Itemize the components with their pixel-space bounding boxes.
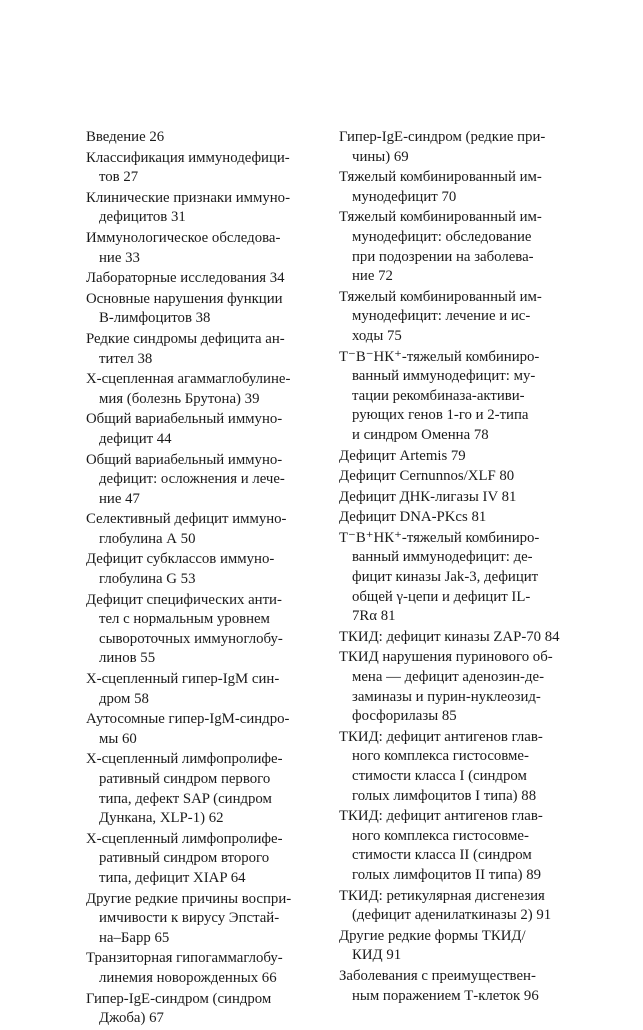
index-entry <box>86 410 333 449</box>
index-entry <box>339 927 571 966</box>
index-entry-line: Клинические признаки иммуно- <box>86 189 290 206</box>
index-entry-line: Общий вариабельный иммуно- <box>86 451 283 468</box>
index-entry-continuation: глобулина G 53 <box>99 571 196 588</box>
index-entry <box>86 290 333 329</box>
index-entry <box>86 750 333 828</box>
index-entry <box>339 348 571 446</box>
index-entry-continuation: стимости класса II (синдром <box>352 847 532 864</box>
index-entry-line: Классификация иммунодефици- <box>86 149 290 166</box>
index-entry-line: Лабораторные исследования 34 <box>86 270 285 287</box>
index-entry-line: Тяжелый комбинированный им- <box>339 288 542 305</box>
index-entry-continuation: мунодефицит: лечение и ис- <box>352 308 531 325</box>
index-entry-continuation: ние 47 <box>99 490 140 507</box>
index-entry-continuation: ние 72 <box>352 268 393 285</box>
index-entry-continuation: тации рекомбиназа-активи- <box>352 387 525 404</box>
index-entry <box>339 807 571 885</box>
index-entry-continuation: мия (болезнь Брутона) 39 <box>99 390 260 407</box>
index-entry-line: Другие редкие формы ТКИД/ <box>339 927 526 944</box>
index-entry-continuation: фосфорилазы 85 <box>352 708 457 725</box>
index-entry-continuation: ходы 75 <box>352 327 402 344</box>
index-entry-line: Х-сцепленная агаммаглобулине- <box>86 371 291 388</box>
index-entry-continuation: мунодефицит: обследование <box>352 228 532 245</box>
index-entry-continuation: типа, дефицит XIAP 64 <box>99 869 246 886</box>
index-entry-continuation: линемия новорожденных 66 <box>99 969 277 986</box>
index-entry <box>86 149 333 188</box>
index-entry-continuation: ным поражением Т-клеток 96 <box>352 987 539 1004</box>
index-entry-continuation: ративный синдром первого <box>99 771 271 787</box>
index-entry <box>86 890 333 949</box>
index-entry-continuation: ного комплекса гистосовме- <box>352 748 529 765</box>
index-entry <box>339 288 571 347</box>
index-entry-continuation: мунодефицит 70 <box>352 188 457 205</box>
index-entry-continuation: ние 33 <box>99 249 140 266</box>
index-right-column <box>339 128 571 1007</box>
index-entry <box>86 330 333 369</box>
index-entry <box>339 529 571 627</box>
index-entry-line: Основные нарушения функции <box>86 290 283 307</box>
index-entry-line: Заболевания с преимуществен- <box>339 967 536 984</box>
index-entry-continuation: на–Барр 65 <box>99 929 170 946</box>
index-entry-continuation: голых лимфоцитов I типа) 88 <box>352 787 537 804</box>
index-entry-line: ТКИД: дефицит антигенов глав- <box>339 728 543 745</box>
index-entry-line: Тяжелый комбинированный им- <box>339 169 542 186</box>
index-entry-line: ТКИД: ретикулярная дисгенезия <box>339 887 545 904</box>
index-entry-continuation: общей γ-цепи и дефицит IL- <box>352 588 531 605</box>
index-entry <box>86 990 333 1029</box>
index-entry-line: T⁻B⁻НК⁺-тяжелый комбиниро- <box>339 348 540 365</box>
index-entry <box>86 370 333 409</box>
index-entry-continuation: ного комплекса гистосовме- <box>352 827 529 844</box>
index-entry <box>339 508 571 528</box>
index-entry-continuation: дефицитов 31 <box>99 209 186 226</box>
index-entry-continuation: и синдром Оменна 78 <box>352 426 489 443</box>
index-entry-line: Дефицит Artemis 79 <box>339 447 466 464</box>
index-entry-line: Дефицит Cernunnos/XLF 80 <box>339 468 515 485</box>
index-entry-continuation: типа, дефект SAP (синдром <box>99 790 272 807</box>
index-entry-line: Редкие синдромы дефицита ан- <box>86 330 285 347</box>
index-entry <box>339 967 571 1006</box>
index-entry-continuation: дром 58 <box>99 690 149 707</box>
index-entry-line: Дефицит DNA-PKcs 81 <box>339 509 487 526</box>
index-entry-line: Тяжелый комбинированный им- <box>339 209 542 226</box>
index-entry-line: Х-сцепленный гипер-IgM син- <box>86 671 280 688</box>
index-entry-continuation: 7Rα 81 <box>352 608 396 625</box>
index-entry-continuation: мы 60 <box>99 730 137 747</box>
index-entry-continuation: Дункана, XLP-1) 62 <box>99 810 224 827</box>
index-entry-line: Введение 26 <box>86 129 165 145</box>
index-entry-continuation: линов 55 <box>99 650 156 667</box>
index-entry-continuation: тов 27 <box>99 169 139 186</box>
index-entry-line: Гипер-IgE-синдром (синдром <box>86 990 272 1007</box>
index-entry-continuation: фицит киназы Jak-3, дефицит <box>352 569 539 586</box>
index-entry-continuation: чины) 69 <box>352 148 409 165</box>
index-entry <box>339 208 571 286</box>
index-entry-continuation: Джоба) 67 <box>99 1010 164 1027</box>
index-entry-continuation: заминазы и пурин-нуклеозид- <box>352 688 541 705</box>
index-left-column <box>86 128 333 1030</box>
index-entry <box>339 648 571 726</box>
index-entry-continuation: тел с нормальным уровнем <box>99 611 270 628</box>
index-entry-continuation: В-лимфоцитов 38 <box>99 310 211 327</box>
index-entry <box>86 229 333 268</box>
index-entry <box>339 128 571 167</box>
index-entry-continuation: ративный синдром второго <box>99 850 270 867</box>
index-entry-continuation: мена — дефицит аденозин-де- <box>352 669 545 686</box>
index-entry-line: Общий вариабельный иммуно- <box>86 411 283 428</box>
index-entry <box>339 628 571 648</box>
index-entry-continuation: ванный иммунодефицит: му- <box>352 368 536 385</box>
index-entry-line: Х-сцепленный лимфопролифе- <box>86 830 283 847</box>
index-entry <box>86 269 333 289</box>
index-entry <box>86 550 333 589</box>
index-entry-line: Дефицит субклассов иммуно- <box>86 551 275 568</box>
index-entry-continuation: КИД 91 <box>352 947 402 964</box>
index-entry <box>339 467 571 487</box>
index-entry-line: Транзиторная гипогаммаглобу- <box>86 950 283 967</box>
index-entry <box>339 447 571 467</box>
index-entry <box>339 887 571 926</box>
index-entry-continuation: при подозрении на заболева- <box>352 248 534 265</box>
index-entry <box>86 710 333 749</box>
index-entry <box>86 830 333 889</box>
index-entry-continuation: имчивости к вирусу Эпстай- <box>99 910 280 927</box>
index-entry-continuation: дефицит 44 <box>99 430 172 447</box>
index-entry <box>86 510 333 549</box>
index-entry-continuation: ванный иммунодефицит: де- <box>352 549 533 566</box>
index-entry-line: Х-сцепленный лимфопролифе- <box>86 751 283 768</box>
index-entry-continuation: тител 38 <box>99 350 153 367</box>
index-entry <box>86 128 333 148</box>
index-entry-line: T⁻B⁺НК⁺-тяжелый комбиниро- <box>339 529 540 546</box>
index-entry <box>339 488 571 508</box>
index-entry-line: Дефицит ДНК-лигазы IV 81 <box>339 488 517 505</box>
index-entry-line: ТКИД: дефицит киназы ZAP-70 84 <box>339 628 560 645</box>
index-entry-line: Гипер-IgE-синдром (редкие при- <box>339 129 546 145</box>
index-entry <box>339 728 571 806</box>
index-entry-line: Селективный дефицит иммуно- <box>86 511 287 528</box>
index-entry <box>86 591 333 669</box>
index-entry-continuation: дефицит: осложнения и лече- <box>99 471 285 488</box>
index-entry-line: Иммунологическое обследова- <box>86 229 281 246</box>
index-entry-continuation: рующих генов 1-го и 2-типа <box>352 407 529 424</box>
index-entry-line: ТКИД нарушения пуринового об- <box>339 649 553 666</box>
index-entry <box>86 949 333 988</box>
index-entry <box>86 451 333 510</box>
index-entry-line: ТКИД: дефицит антигенов глав- <box>339 808 543 825</box>
index-entry-line: Другие редкие причины воспри- <box>86 890 292 907</box>
index-entry-line: Аутосомные гипер-IgM-синдро- <box>86 711 290 728</box>
index-entry <box>86 189 333 228</box>
index-entry-continuation: глобулина А 50 <box>99 530 196 547</box>
index-entry <box>86 670 333 709</box>
index-entry-continuation: (дефицит аденилаткиназы 2) 91 <box>352 907 552 924</box>
index-entry-continuation: стимости класса I (синдром <box>352 768 527 784</box>
index-entry-continuation: голых лимфоцитов II типа) 89 <box>352 866 542 883</box>
index-entry <box>339 168 571 207</box>
index-entry-continuation: сывороточных иммуноглобу- <box>99 630 283 647</box>
index-entry-line: Дефицит специфических анти- <box>86 591 282 608</box>
